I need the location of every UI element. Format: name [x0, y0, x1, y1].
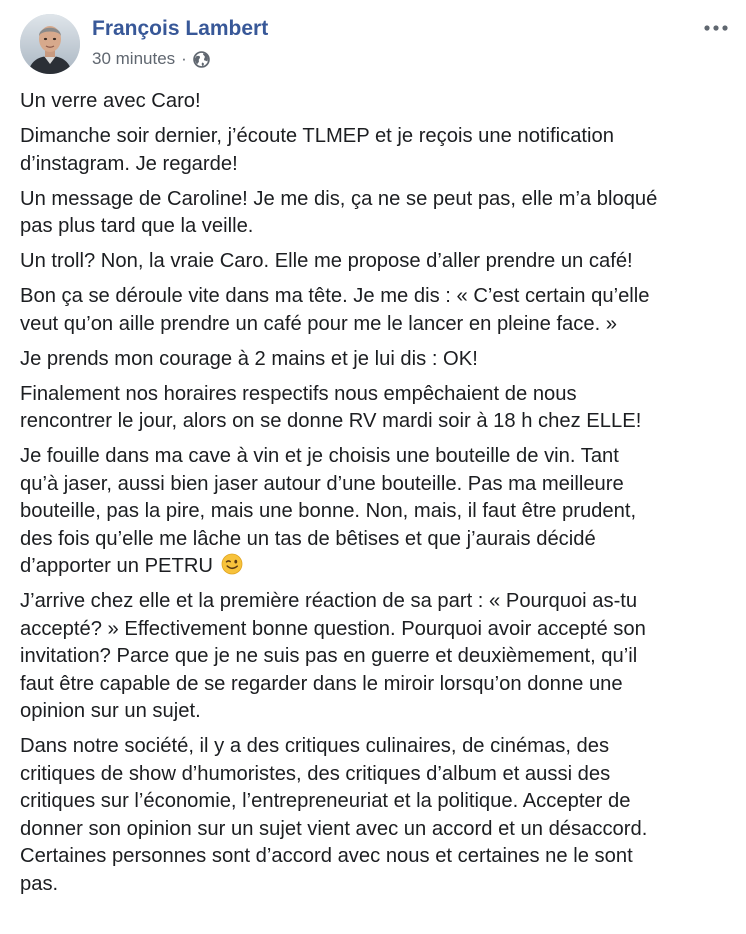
post-header [20, 14, 730, 78]
post-paragraph: Dans notre société, il y a des critiques culinaires, de cinémas, des critiques de show d’humoristes, des critiques d’album et aussi des critiques sur l’économie, l’entrepreneuriat et la politique. Accepter de donner son opinion sur un sujet vient avec un accord et un désaccord. Certaines personnes sont d’accord avec nous et certaines ne le sont pas. [20, 735, 648, 895]
post-paragraph: Finalement nos horaires respectifs nous empêchaient de nous rencontrer le jour, alors on se donne RV mardi soir à 18 h chez ELLE! [20, 382, 642, 432]
post-paragraph: Un message de Caroline! Je me dis, ça ne se peut pas, elle m’a bloqué pas plus tard que la veille. [20, 187, 658, 237]
post-meta [92, 49, 210, 69]
post-paragraph-text: Je fouille dans ma cave à vin et je choisis une bouteille de vin. Tant qu’à jaser, aussi bien jaser autour d’une bouteille. Pas ma meilleure bouteille, pas la pire, mais une bonne. Non, mais, il faut être prudent, des fois qu’elle me lâche un tas de bêtises et que j’aurais décidé d’apporter un PETRU [20, 445, 637, 577]
post-paragraph: Un verre avec Caro! [20, 90, 201, 112]
post-timestamp[interactable]: 30 minutes [92, 49, 176, 68]
post-body [20, 88, 732, 906]
avatar[interactable] [20, 14, 80, 74]
post-paragraph: Bon ça se déroule vite dans ma tête. Je me dis : « C’est certain qu’elle veut qu’on aille prendre un café pour me le lancer en pleine face. » [20, 285, 650, 335]
more-options-button[interactable] [702, 20, 730, 36]
more-options-icon [702, 20, 730, 36]
post-paragraph: J’arrive chez elle et la première réaction de sa part : « Pourquoi as-tu accepté? » Effectivement bonne question. Pourquoi avoir accepté son invitation? Parce que je ne suis pas en guerre et deuxièmement, qu’il faut être capable de se regarder dans le miroir lorsqu’on donne une opinion sur un sujet. [20, 590, 646, 722]
post-paragraph: Dimanche soir dernier, j’écoute TLMEP et je reçois une notification d’instagram. Je regarde! [20, 125, 614, 175]
author-name-link[interactable]: François Lambert [92, 17, 269, 40]
post-paragraph-with-emoji [20, 443, 732, 581]
post-paragraph: Je prends mon courage à 2 mains et je lui dis : OK! [20, 347, 478, 370]
post-paragraph: Un troll? Non, la vraie Caro. Elle me propose d’aller prendre un café! [20, 250, 633, 272]
globe-icon[interactable] [193, 51, 210, 68]
meta-separator: · [181, 49, 187, 68]
profile-photo-icon [20, 14, 80, 74]
winking-face-emoji-icon [221, 553, 243, 575]
